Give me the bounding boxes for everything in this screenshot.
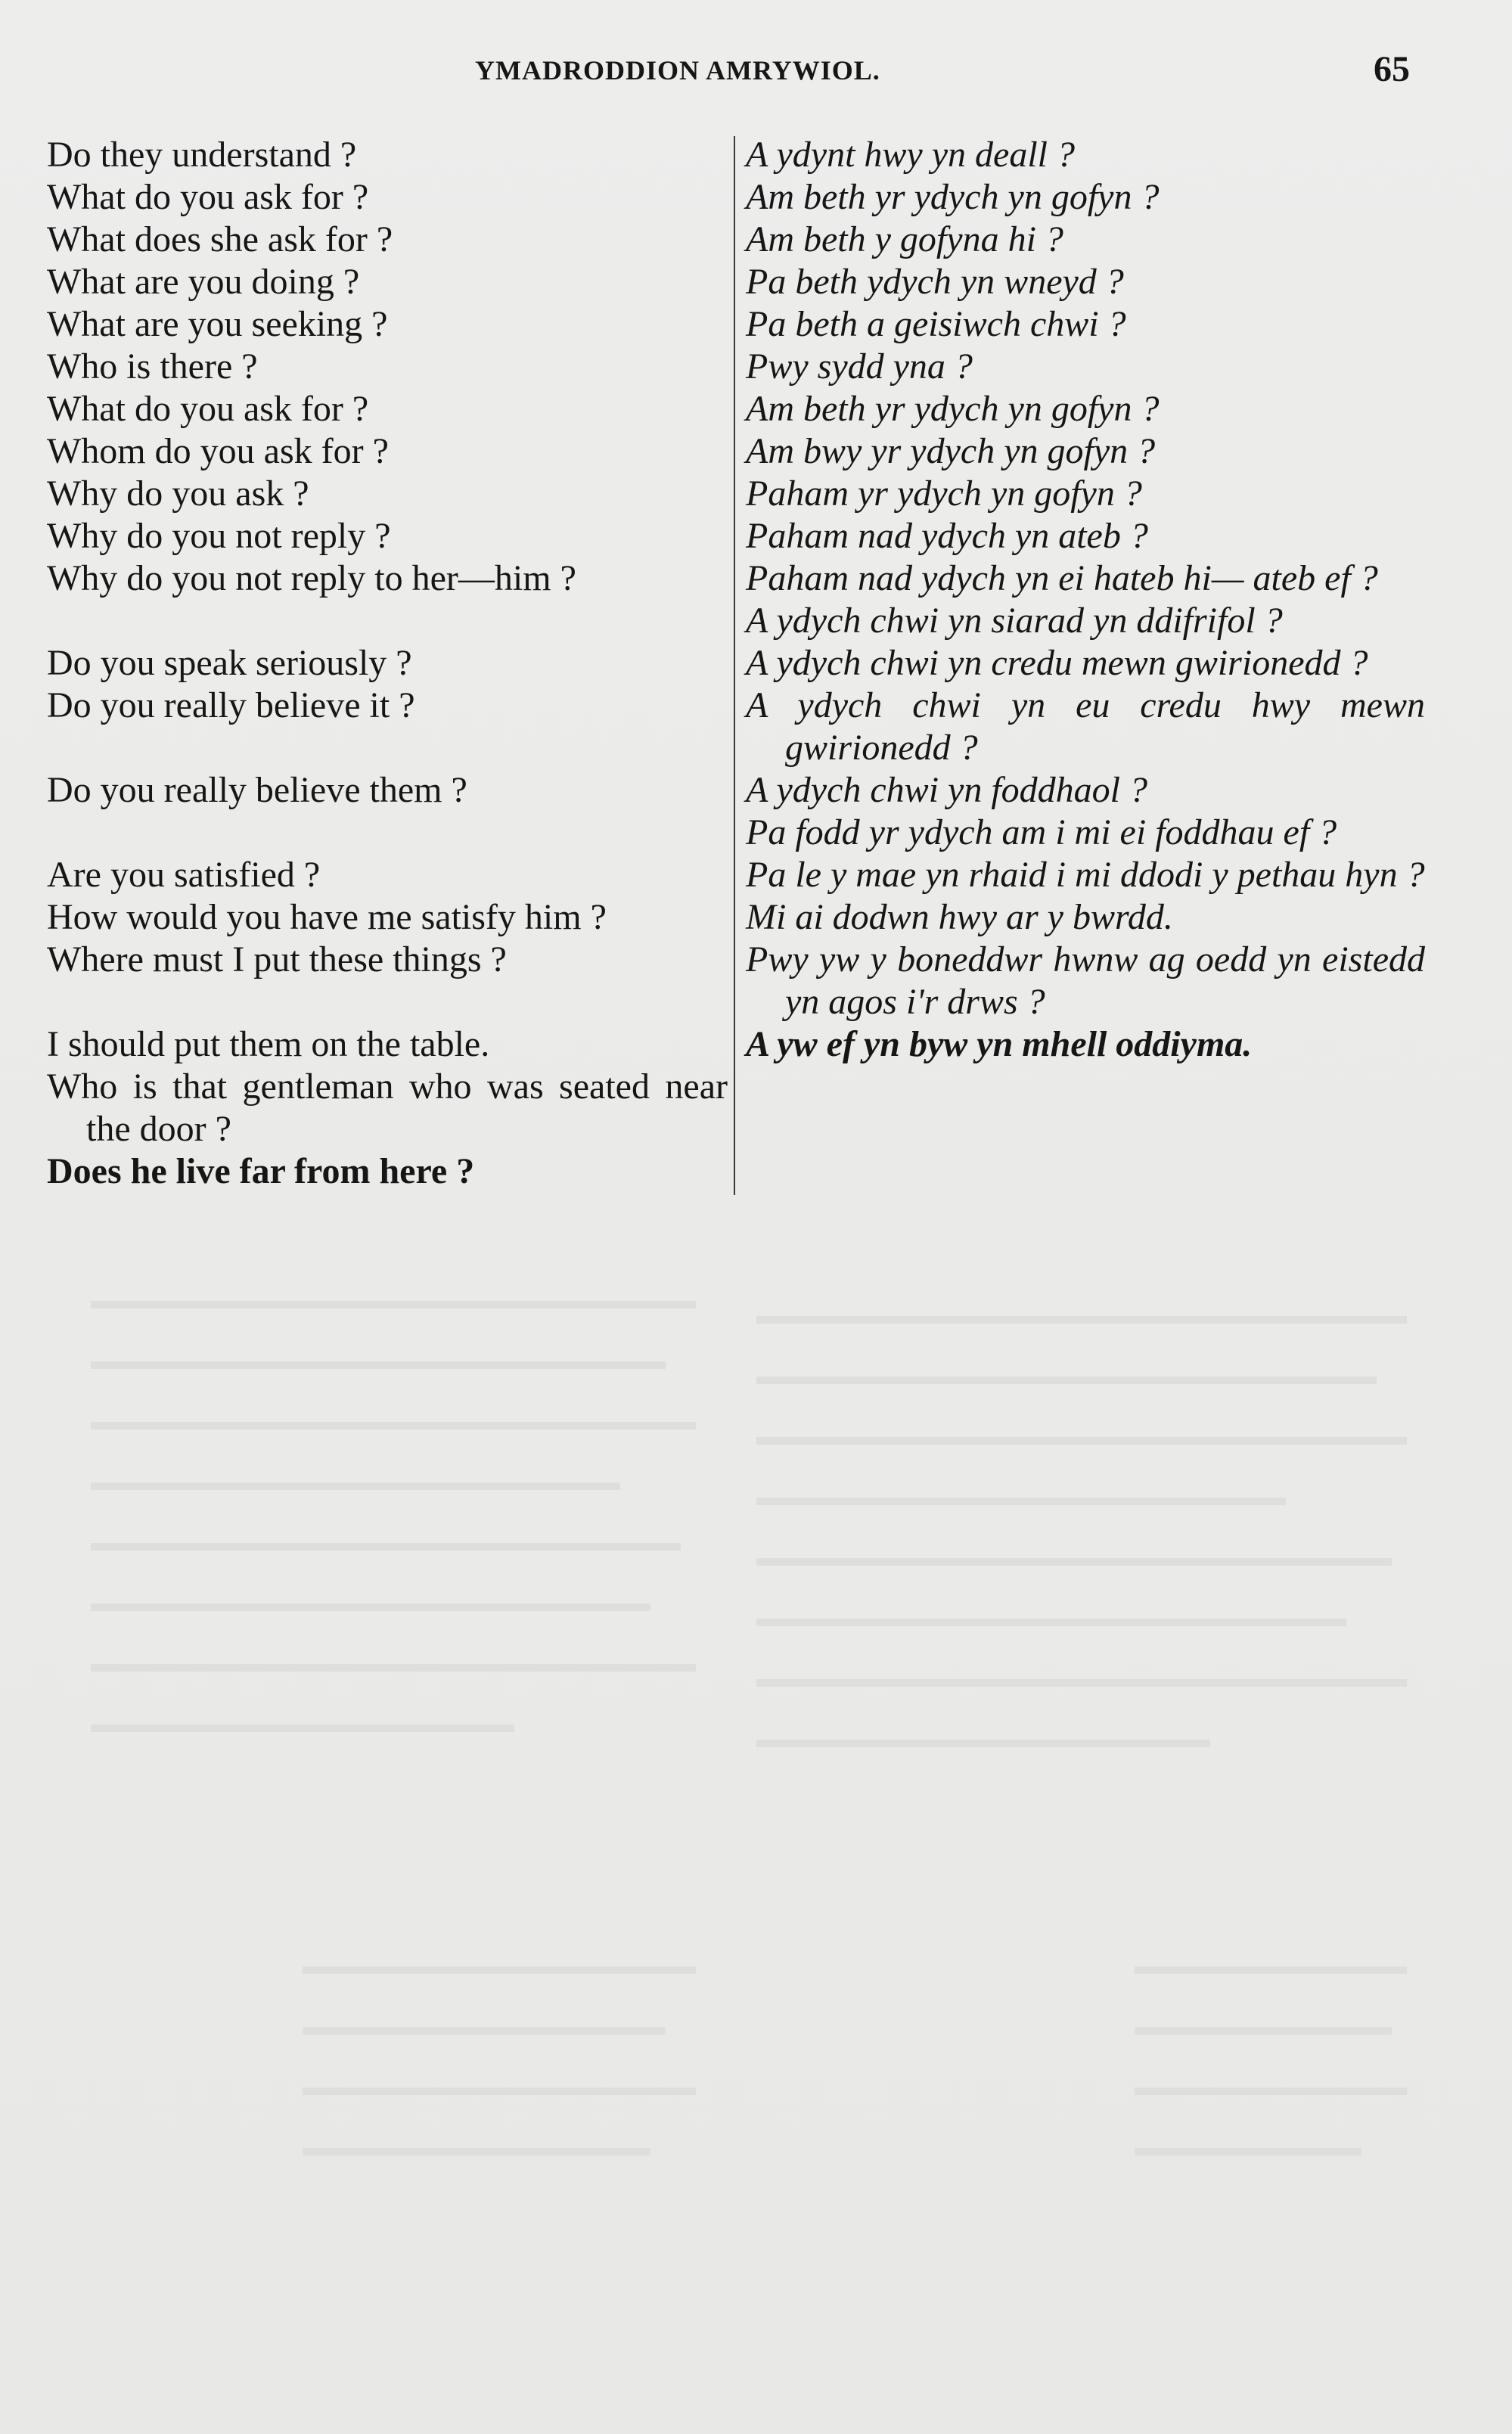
welsh-phrase: Pa beth ydych yn wneyd ? (746, 262, 1124, 302)
welsh-phrase: Am beth y gofyna hi ? (746, 219, 1063, 259)
welsh-phrase: A ydych chwi yn foddhaol ? (746, 770, 1147, 810)
welsh-phrase: Pwy sydd yna ? (746, 346, 973, 387)
english-phrase: How would you have me satisfy him ? (47, 897, 607, 937)
english-phrase: Why do you ask ? (47, 473, 309, 514)
welsh-column (746, 134, 1425, 1066)
english-phrase: Do you speak seriously ? (47, 643, 412, 683)
welsh-phrase: A ydych chwi yn credu mewn gwirionedd ? (746, 643, 1368, 683)
welsh-phrase: A ydynt hwy yn deall ? (746, 135, 1075, 175)
welsh-phrase: Pwy yw y boneddwr hwnw ag oedd yn eistedd yn agos i'r drws ? (746, 939, 1425, 1022)
english-phrase: What do you ask for ? (47, 177, 369, 217)
english-column (47, 134, 728, 1193)
welsh-phrase: Pa beth a geisiwch chwi ? (746, 304, 1126, 344)
english-phrase: Does he live far from here ? (47, 1151, 475, 1191)
english-phrase: Who is that gentleman who was seated near the door ? (47, 1066, 728, 1149)
welsh-phrase: Pa fodd yr ydych am i mi ei foddhau ef ? (746, 812, 1337, 852)
welsh-phrase: A ydych chwi yn siarad yn ddifrifol ? (746, 601, 1283, 641)
english-phrase: Do you really believe it ? (47, 685, 415, 725)
page-number: 65 (1374, 49, 1410, 89)
welsh-phrase: Am beth yr ydych yn gofyn ? (746, 177, 1160, 217)
welsh-phrase: Paham nad ydych yn ateb ? (746, 516, 1148, 556)
welsh-phrase: Paham nad ydych yn ei hateb hi— ateb ef ? (746, 558, 1378, 598)
welsh-phrase: Pa le y mae yn rhaid i mi ddodi y pethau hyn ? (746, 855, 1425, 895)
english-phrase: Who is there ? (47, 346, 258, 387)
column-divider (734, 136, 735, 1195)
english-phrase: Why do you not reply to her—him ? (47, 558, 576, 598)
welsh-phrase: Am bwy yr ydych yn gofyn ? (746, 431, 1156, 471)
english-phrase: I should put them on the table. (47, 1024, 490, 1064)
english-phrase: Why do you not reply ? (47, 516, 391, 556)
welsh-phrase: A yw ef yn byw yn mhell oddiyma. (746, 1024, 1253, 1064)
english-phrase: Do they understand ? (47, 135, 357, 175)
english-phrase: What does she ask for ? (47, 219, 393, 259)
english-phrase: Are you satisfied ? (47, 855, 321, 895)
welsh-phrase: Paham yr ydych yn gofyn ? (746, 473, 1142, 514)
welsh-phrase: A ydych chwi yn eu credu hwy mewn gwirionedd ? (746, 685, 1425, 768)
english-phrase: What are you seeking ? (47, 304, 388, 344)
welsh-phrase: Am beth yr ydych yn gofyn ? (746, 389, 1160, 429)
running-title: YMADRODDION AMRYWIOL. (475, 55, 880, 85)
running-head (0, 48, 1512, 101)
english-phrase: Whom do you ask for ? (47, 431, 389, 471)
english-phrase: Do you really believe them ? (47, 770, 467, 810)
english-phrase: What do you ask for ? (47, 389, 369, 429)
english-phrase: What are you doing ? (47, 262, 360, 302)
english-phrase: Where must I put these things ? (47, 939, 507, 979)
welsh-phrase: Mi ai dodwn hwy ar y bwrdd. (746, 897, 1173, 937)
